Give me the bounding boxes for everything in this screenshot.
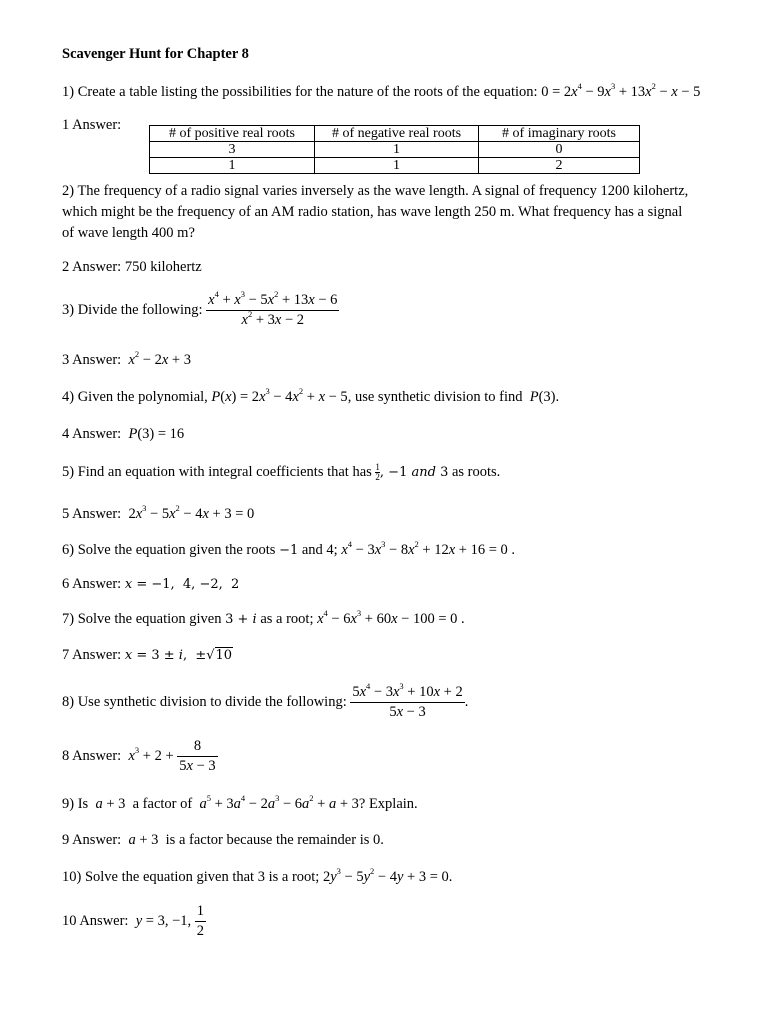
question-9: 9) Is a + 3 a factor of $a^5 + 3a^4 - 2a^3 - 6a^2 + a + 3$? Explain. — [62, 793, 418, 812]
question-6: 6) Solve the equation given the roots −1 and 4; $x^4 - 3x^3 - 8x^2 + 12x + 16 = 0$ . — [62, 539, 515, 558]
question-2-line-1: 2) The frequency of a radio signal varies inversely as the wave length. A signal of frequency 1200 kilohertz, — [62, 183, 689, 199]
question-7: 7) Solve the equation given 3 + i as a root; $x^4 - 6x^3 + 60x - 100 = 0$ . — [62, 608, 465, 627]
table-header: # of positive real roots — [150, 126, 315, 142]
table-cell: 1 — [150, 158, 315, 174]
answer-7: 7 Answer: x = 3 ± i, ±√10 — [62, 647, 233, 663]
table-cell: 2 — [479, 158, 640, 174]
answer-8: 8 Answer: $x^3 + 2$ + $\frac{8}{5x - 3}$ — [62, 738, 216, 774]
roots-table — [149, 125, 640, 174]
table-cell: 1 — [315, 158, 479, 174]
question-5: 5) Find an equation with integral coefficients that has $\frac{1}{2}$ , −1 and 3 as roots. — [62, 462, 501, 482]
fraction-q5: $\frac{1}{2}$ — [375, 462, 380, 482]
question-3: 3) Divide the following: $\frac{x^4 + x^3 - 5x^2 + 13x - 6}{x^2 + 3x - 2}$ — [62, 289, 338, 328]
table-cell: 3 — [150, 142, 315, 158]
question-4: 4) Given the polynomial, $P(x) = 2x^3 - 4x^2 + x - 5$, use synthetic division to find P(3). — [62, 386, 560, 405]
answer-2: 2 Answer: 750 kilohertz — [62, 259, 202, 275]
answer-10: 10 Answer: y = 3, −1, $\frac{1}{2}$ — [62, 903, 205, 939]
question-2-line-2: which might be the frequency of an AM radio station, has wave length 250 m. What frequency has a signal — [62, 204, 683, 220]
fraction-a10: $\frac{1}{2}$ — [196, 903, 205, 939]
table-row — [150, 142, 640, 158]
table-header: # of negative real roots — [315, 126, 479, 142]
answer-3: 3 Answer: $x^2 - 2x + 3$ — [62, 349, 191, 368]
table-cell: 0 — [479, 142, 640, 158]
answer-5: 5 Answer: $2x^3 - 5x^2 - 4x + 3 = 0$ — [62, 503, 255, 522]
fraction-q8: $\frac{5x^4 - 3x^3 + 10x + 2}{5x - 3}$ — [352, 681, 463, 720]
question-8: 8) Use synthetic division to divide the following: $\frac{5x^4 - 3x^3 + 10x + 2}{5x - 3}$ . — [62, 681, 469, 720]
table-row — [150, 158, 640, 174]
question-10: 10) Solve the equation given that 3 is a root; $2y^3 - 5y^2 - 4y + 3 = 0$. — [62, 866, 453, 885]
answer-1-label: 1 Answer: — [62, 117, 122, 133]
equation-q1: $0 = 2x^4 - 9x^3 + 13x^2 - x - 5$ — [541, 81, 701, 100]
fraction-a8: $\frac{8}{5x - 3}$ — [179, 738, 216, 774]
answer-9: 9 Answer: a + 3 is a factor because the remainder is 0. — [62, 832, 384, 848]
question-2-line-3: of wave length 400 m? — [62, 225, 195, 241]
answer-4: 4 Answer: P(3) = 16 — [62, 426, 185, 442]
question-1: 1) Create a table listing the possibilities for the nature of the roots of the equation: $0 = 2x^4 - 9x^3 + 13x^2 - x - 5$ — [62, 81, 701, 100]
page-title: Scavenger Hunt for Chapter 8 — [62, 46, 249, 62]
fraction-q3: $\frac{x^4 + x^3 - 5x^2 + 13x - 6}{x^2 + 3x - 2}$ — [208, 289, 338, 328]
table-header: # of imaginary roots — [479, 126, 640, 142]
table-cell: 1 — [315, 142, 479, 158]
answer-6: 6 Answer: x = −1, 4, −2, 2 — [62, 576, 240, 592]
table-header-row — [150, 126, 640, 142]
